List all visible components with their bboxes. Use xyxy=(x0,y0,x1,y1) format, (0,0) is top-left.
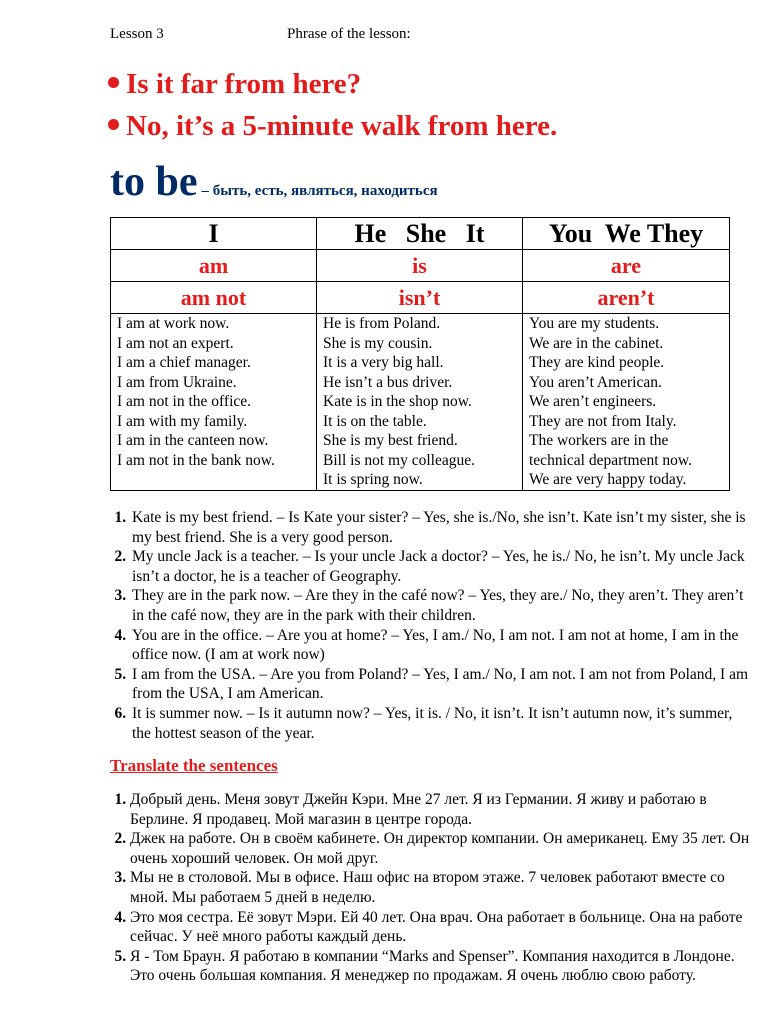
negative-cell: am not xyxy=(111,282,317,314)
exercise-item: 3. They are in the park now. – Are they in the café now? – Yes, they are./ No, they aren’t. They aren’t in the café now, they are in the park with their children. xyxy=(130,586,750,625)
grammar-title-main: to be xyxy=(110,159,198,205)
exercise-item: 5. I am from the USA. – Are you from Poland? – Yes, I am./ No, I am not. I am not from Poland, I am from the USA, I am American. xyxy=(130,665,750,704)
negative-row xyxy=(111,282,730,314)
negative-cell: aren’t xyxy=(523,282,730,314)
pronoun-row xyxy=(111,218,730,250)
examples-you-we-they xyxy=(523,314,730,491)
phrase-question: Is it far from here? xyxy=(108,66,361,102)
example-sentence: They are kind people. xyxy=(529,354,665,371)
grammar-title xyxy=(110,158,438,206)
exercise-item: 4. You are in the office. – Are you at home? – Yes, I am./ No, I am not. I am not at home, I am in the office now. (I am at work now) xyxy=(130,626,750,665)
example-sentence: The workers are in the xyxy=(529,432,669,449)
translation-item: 2. Джек на работе. Он в своём кабинете. Он директор компании. Он американец. Ему 35 лет. Он очень хороший человек. Он мой друг. xyxy=(130,829,750,868)
to-be-table xyxy=(110,217,730,491)
example-sentence: They are not from Italy. xyxy=(529,412,677,430)
example-sentence: It is a very big hall. xyxy=(323,354,444,371)
example-sentence: I am with my family. xyxy=(117,412,248,430)
example-sentence: He is from Poland. xyxy=(323,315,441,332)
example-sentence: It is on the table. xyxy=(323,412,427,430)
example-sentence: I am from Ukraine. xyxy=(117,373,237,391)
example-sentence: technical department now. xyxy=(529,451,692,469)
form-row xyxy=(111,250,730,282)
translation-item: 5. Я - Том Браун. Я работаю в компании “Marks and Spenser”. Компания находится в Лондоне. Это очень большая компания. Я менеджер по продажам. Я очень люблю свою работу. xyxy=(130,947,750,986)
lesson-header xyxy=(110,26,710,46)
example-sentence: Bill is not my colleague. xyxy=(323,451,475,469)
translation-list xyxy=(108,790,750,986)
lesson-number: Lesson 3 xyxy=(110,26,164,42)
pronoun-cell: I xyxy=(111,218,317,250)
translation-item: 4. Это моя сестра. Её зовут Мэри. Ей 40 лет. Она врач. Она работает в больнице. Она на работе сейчас. У неё много работы каждый день. xyxy=(130,908,750,947)
form-cell: is xyxy=(317,250,523,282)
example-sentence: I am not in the office. xyxy=(117,393,252,410)
phrase-answer: No, it’s a 5-minute walk from here. xyxy=(108,108,557,144)
exercise-item: 2. My uncle Jack is a teacher. – Is your uncle Jack a doctor? – Yes, he is./ No, he isn’t. My uncle Jack isn’t a doctor, he is a teacher of Geography. xyxy=(130,547,750,586)
example-sentence: I am at work now. xyxy=(117,315,230,332)
exercise-list xyxy=(108,508,750,743)
examples-row xyxy=(111,314,730,491)
examples-i xyxy=(111,314,317,491)
translation-item: 1. Добрый день. Меня зовут Джейн Кэри. Мне 27 лет. Я из Германии. Я живу и работаю в Берлине. Я продавец. Мой магазин в центре города. xyxy=(130,790,750,829)
example-sentence: I am not an expert. xyxy=(117,334,234,352)
example-sentence: We are in the cabinet. xyxy=(529,334,664,352)
translation-item: 3. Мы не в столовой. Мы в офисе. Наш офис на втором этаже. 7 человек работают вместе со мной. Мы работаем 5 дней в неделю. xyxy=(130,868,750,907)
phrase-label: Phrase of the lesson: xyxy=(287,26,411,42)
example-sentence: You aren’t American. xyxy=(529,373,662,391)
example-sentence: Kate is in the shop now. xyxy=(323,393,472,410)
form-cell: are xyxy=(523,250,730,282)
example-sentence: She is my cousin. xyxy=(323,334,433,352)
example-sentence: He isn’t a bus driver. xyxy=(323,373,453,391)
pronoun-cell: You We They xyxy=(523,218,730,250)
example-sentence: I am not in the bank now. xyxy=(117,451,275,469)
bullet-icon xyxy=(108,77,119,88)
example-sentence: I am a chief manager. xyxy=(117,354,251,371)
example-sentence: I am in the canteen now. xyxy=(117,432,269,449)
example-sentence: We are very happy today. xyxy=(529,471,687,488)
example-sentence: We aren’t engineers. xyxy=(529,393,657,410)
example-sentence: You are my students. xyxy=(529,315,660,332)
bullet-icon xyxy=(108,119,119,130)
exercise-item: 6. It is summer now. – Is it autumn now? – Yes, it is. / No, it isn’t. It isn’t autumn now, it’s summer, the hottest season of the year. xyxy=(130,704,750,743)
grammar-title-translation: – быть, есть, являться, находиться xyxy=(201,183,438,199)
translate-heading: Translate the sentences xyxy=(110,756,278,775)
pronoun-cell: He She It xyxy=(317,218,523,250)
exercise-item: 1. Kate is my best friend. – Is Kate your sister? – Yes, she is./No, she isn’t. Kate isn’t my sister, she is my best friend. She is a very good person. xyxy=(130,508,750,547)
negative-cell: isn’t xyxy=(317,282,523,314)
example-sentence: It is spring now. xyxy=(323,471,423,488)
example-sentence: She is my best friend. xyxy=(323,432,458,449)
examples-he-she-it xyxy=(317,314,523,491)
form-cell: am xyxy=(111,250,317,282)
